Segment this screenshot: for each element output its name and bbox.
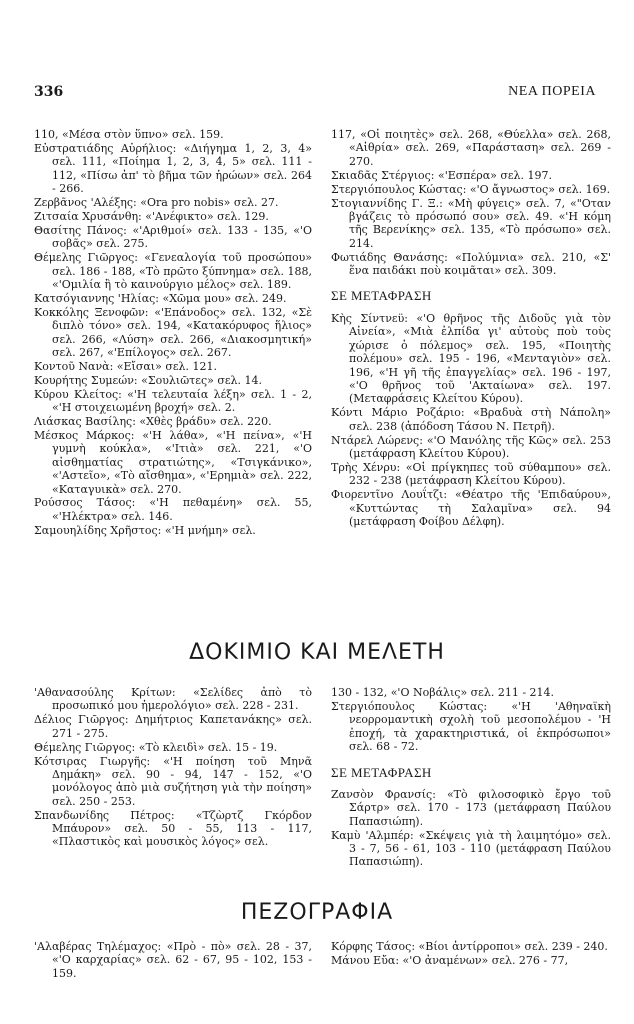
section-title-essays: ΔΟΚΙΜΙΟ ΚΑΙ ΜΕΛΕΤΗ: [189, 640, 445, 665]
index-entry: Εὐστρατιάδης Αὐρήλιος: «Διήγημα 1, 2, 3, 4» σελ. 111, «Ποίημα 1, 2, 3, 4, 5» σελ. 111 - 112, «Πίσω ἀπ' τὸ βῆμα τῶν ἡρώων» σελ. 264 - 266.: [34, 141, 312, 196]
section1-right-column: [331, 128, 611, 529]
translation-subheading: ΣΕ ΜΕΤΑΦΡΑΣΗ: [331, 288, 432, 304]
index-entry: Κύρου Κλείτος: «'Η τελευταία λέξη» σελ. 1 - 2, «'Η στοιχειωμένη βροχή» σελ. 2.: [34, 387, 312, 415]
index-entry: Σαμουηλίδης Χρῆστος: «'Η μνήμη» σελ.: [34, 523, 256, 537]
index-entry: Καμὺ 'Αλμπέρ: «Σκέψεις γιὰ τὴ λαιμητόμο» σελ. 3 - 7, 56 - 61, 103 - 110 (μετάφραση Παύλου Παπασιώπη).: [331, 828, 611, 869]
index-entry: Θέμελης Γιῶργος: «Γενεαλογία τοῦ προσώπου» σελ. 186 - 188, «Τὸ πρῶτο ξύπνημα» σελ. 188, «'Ομιλία ἢ τὸ καινούργιο μέλος» σελ. 189.: [34, 251, 312, 291]
section3-right-column: [331, 940, 611, 968]
index-entry: 'Αλαβέρας Τηλέμαχος: «Πρὸ - πὸ» σελ. 28 - 37, «'Ο καρχαρίας» σελ. 62 - 67, 95 - 102, 153 - 159.: [34, 940, 312, 980]
index-entry: Ζανσὸν Φρανσίς: «Τὸ φιλοσοφικὸ ἔργο τοῦ Σάρτρ» σελ. 170 - 173 (μετάφραση Παύλου Παπασιώπη).: [331, 787, 611, 828]
index-entry: Μάνου Εὔα: «'Ο ἀναμένων» σελ. 276 - 77,: [331, 953, 569, 967]
index-entry: Κὴς Σίντνεϋ: «'Ο θρῆνος τῆς Διδοῦς γιὰ τὸν Αἰνεία», «Μιὰ ἐλπίδα γι' αὐτοὺς ποὺ τοὺς χώρισε ὁ πόλεμος» σελ. 195, «Ποιητὴς πολέμου» σελ. 195 - 196, «Μενταγιὸν» σελ. 196, «'Η γῆ τῆς ἐπαγγελίας» σελ. 196 - 197, «'Ο θρῆνος τοῦ 'Ακταίωνα» σελ. 197. (Μεταφράσεις Κλείτου Κύρου).: [331, 311, 611, 406]
index-entry: Ντάρελ Λώρενς: «'Ο Μανόλης τῆς Κῶς» σελ. 253 (μετάφραση Κλείτου Κύρου).: [331, 433, 611, 460]
section3-left-column: [34, 940, 312, 981]
index-entry: Ζερβᾶνος 'Αλέξης: «Ora pro nobis» σελ. 27.: [34, 196, 279, 210]
index-entry: Ρούσσος Τάσος: «'Η πεθαμένη» σελ. 55, «'Ηλέκτρα» σελ. 146.: [34, 496, 312, 523]
index-entry: Σκιαδᾶς Στέργιος: «'Εσπέρα» σελ. 197.: [331, 168, 553, 182]
index-entry: Κοντοῦ Νανὰ: «Εἴσαι» σελ. 121.: [34, 359, 218, 373]
page-number: 336: [34, 84, 64, 100]
index-entry: Φωτιάδης Θανάσης: «Πολύμνια» σελ. 210, «Σ' ἕνα παιδάκι ποὺ κοιμᾶται» σελ. 309.: [331, 250, 611, 278]
index-entry: Κατσόγιαννης 'Ηλίας: «Χῶμα μου» σελ. 249.: [34, 291, 287, 305]
index-entry: Λιάσκας Βασίλης: «Χθὲς βράδυ» σελ. 220.: [34, 415, 272, 429]
index-entry: 117, «Οἱ ποιητὲς» σελ. 268, «Θύελλα» σελ. 268, «Αἰθρία» σελ. 269, «Παράσταση» σελ. 269 - 270.: [331, 128, 611, 168]
index-entry: Στεργιόπουλος Κώστας: «'Η 'Αθηναϊκὴ νεορρομαντικὴ σχολὴ τοῦ μεσοπολέμου - 'Η ἐποχή, τὰ χαρακτηριστικά, οἱ ἐκπρόσωποι» σελ. 68 - 72.: [331, 699, 611, 754]
section-title-prose: ΠΕΖΟΓΡΑΦΙΑ: [240, 900, 394, 925]
index-entry: Στεργιόπουλος Κώστας: «'Ο ἄγνωστος» σελ. 169.: [331, 182, 611, 196]
index-entry: Κουρήτης Συμεών: «Σουλιῶτες» σελ. 14.: [34, 373, 262, 387]
index-entry: 130 - 132, «'Ο Νοβάλις» σελ. 211 - 214.: [331, 686, 555, 699]
translation-subheading: ΣΕ ΜΕΤΑΦΡΑΣΗ: [331, 764, 432, 780]
index-entry: Κόρφης Τάσος: «Βίοι ἀντίρροποι» σελ. 239 - 240.: [331, 940, 608, 953]
index-entry: Τρὴς Χένρυ: «Οἱ πρίγκηπες τοῦ σύθαμπου» σελ. 232 - 238 (μετάφραση Κλείτου Κύρου).: [331, 460, 611, 488]
section2-left-column: [34, 686, 312, 849]
index-entry: 'Αθανασούλης Κρίτων: «Σελίδες ἀπὸ τὸ προσωπικό μου ἡμερολόγιο» σελ. 228 - 231.: [34, 686, 312, 713]
index-entry: Μέσκος Μάρκος: «'Η λάθα», «'Η πείνα», «'Η γυμνὴ κούκλα», «'Ιτιὰ» σελ. 221, «'Ο αἰσθηματίας στρατιώτης», «Τσιγκάνικο», «'Αστεῖο», «Τὸ αἴσθημα», «'Ερημιὰ» σελ. 222, «Καταγυικὰ» σελ. 270.: [34, 428, 312, 496]
index-entry: Στογιαννίδης Γ. Ξ.: «Μὴ φύγεις» σελ. 7, «"Οταν βγάζεις τὸ πρόσωπό σου» σελ. 49. «'Η κόμη τῆς Βερενίκης» σελ. 135, «Τὸ πρόσωπο» σελ. 214.: [331, 196, 611, 250]
index-entry: Κοκκόλης Ξενοφῶν: «'Επάνοδος» σελ. 132, «Σὲ διπλὸ τόνο» σελ. 194, «Κατακόρυφος ἥλιος» σελ. 266, «Λύση» σελ. 266, «Διακοσμητική» σελ. 267, «'Επίλογος» σελ. 267.: [34, 305, 312, 359]
index-entry: 110, «Μέσα στὸν ὕπνο» σελ. 159.: [34, 128, 224, 141]
index-entry: Θασίτης Πάνος: «'Αριθμοί» σελ. 133 - 135, «'Ο σοβᾶς» σελ. 275.: [34, 223, 312, 251]
section2-right-column: [331, 686, 611, 869]
index-entry: Θέμελης Γιῶργος: «Τὸ κλειδὶ» σελ. 15 - 19.: [34, 740, 278, 754]
section1-left-column: [34, 128, 312, 538]
index-entry: Κότσιρας Γιωργῆς: «'Η ποίηση τοῦ Μηνᾶ Δημάκη» σελ. 90 - 94, 147 - 152, «'Ο μονόλογος ἀπὸ μιὰ συζήτηση γιὰ τὴν ποίηση» σελ. 250 - 253.: [34, 754, 312, 808]
journal-title: ΝΕΑ ΠΟΡΕΙΑ: [508, 84, 596, 99]
index-entry: Σπανδωνίδης Πέτρος: «Τζὼρτζ Γκόρδον Μπάυρον» σελ. 50 - 55, 113 - 117, «Πλαστικὸς καὶ μουσικὸς λόγος» σελ.: [34, 808, 312, 849]
index-entry: Ζιτσαία Χρυσάνθη: «'Ανέφικτο» σελ. 129.: [34, 209, 269, 223]
index-entry: Κόντι Μάριο Ροζάριο: «Βραδυὰ στὴ Νάπολη» σελ. 238 (ἀπόδοση Τάσου Ν. Πετρῆ).: [331, 406, 611, 433]
index-entry: Φιορεντῖνο Λουΐτζι: «Θέατρο τῆς 'Επιδαύρου», «Κυττώντας τὴ Σαλαμῖνα» σελ. 94 (μετάφραση Φοίβου Δέλφη).: [331, 488, 611, 528]
index-entry: Δέλιος Γιῶργος: Δημήτριος Καπετανάκης» σελ. 271 - 275.: [34, 713, 312, 740]
running-header: [0, 84, 634, 106]
